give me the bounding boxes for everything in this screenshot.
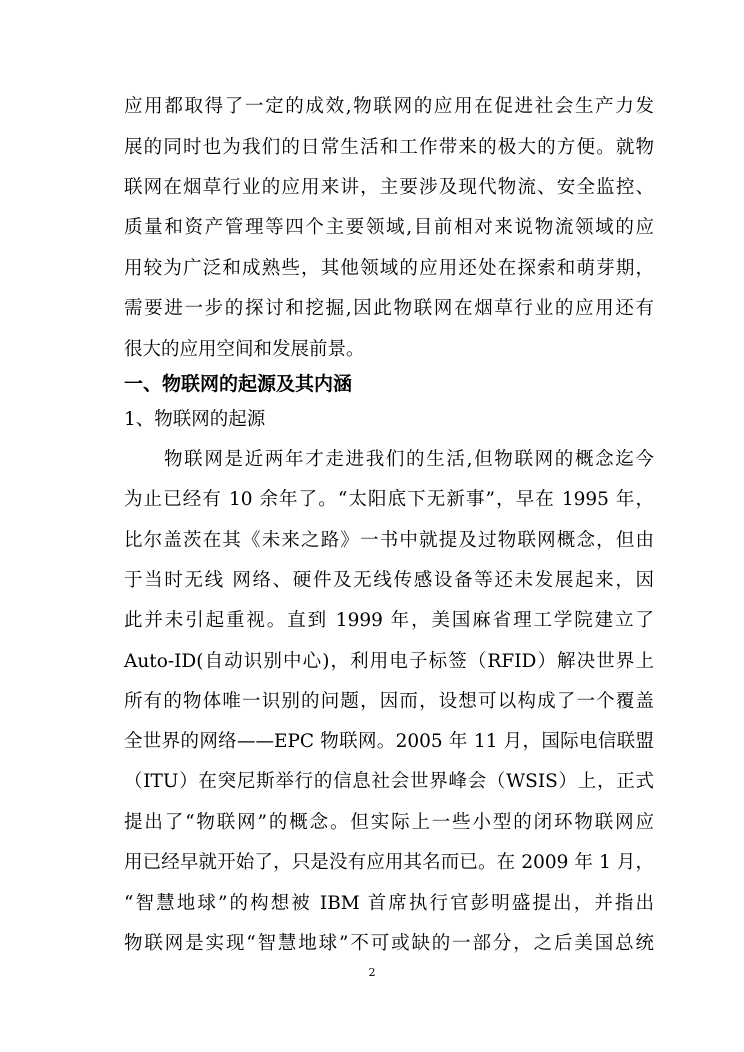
paragraph-line: 全世界的网络——EPC 物联网。2005 年 11 月，国际电信联盟	[124, 731, 654, 752]
paragraph-line: 需要进一步的探讨和挖掘,因此物联网在烟草行业的应用还有	[124, 298, 654, 319]
paragraph-line: 应用都取得了一定的成效,物联网的应用在促进社会生产力发	[124, 96, 654, 117]
paragraph-line: （ITU）在突尼斯举行的信息社会世界峰会（WSIS）上，正式	[124, 771, 654, 792]
paragraph-line: 用已经早就开始了，只是没有应用其名而已。在 2009 年 1 月，	[124, 852, 654, 873]
paragraph-line: 于当时无线 网络、硬件及无线传感设备等还未发展起来，因	[124, 570, 654, 591]
paragraph-line: 物联网是近两年才走进我们的生活,但物联网的概念迄今	[164, 449, 654, 470]
paragraph-line: Auto-ID(自动识别中心)，利用电子标签（RFID）解决世界上	[124, 651, 654, 672]
paragraph-line: 比尔盖茨在其《未来之路》一书中就提及过物联网概念，但由	[124, 530, 654, 551]
paragraph-line: “智慧地球”的构想被 IBM 首席执行官彭明盛提出，并指出	[124, 893, 654, 914]
paragraph-line: 所有的物体唯一识别的问题，因而，设想可以构成了一个覆盖	[124, 691, 654, 712]
paragraph-line: 此并未引起重视。直到 1999 年，美国麻省理工学院建立了	[124, 610, 654, 631]
subsection-heading: 1、物联网的起源	[124, 409, 266, 430]
section-heading: 一、物联网的起源及其内涵	[124, 373, 353, 395]
page-number: 2	[368, 966, 376, 979]
paragraph-line: 很大的应用空间和发展前景。	[124, 339, 365, 360]
paragraph-line: 质量和资产管理等四个主要领域,目前相对来说物流领域的应	[124, 217, 654, 238]
paragraph-line: 提出了“物联网”的概念。但实际上一些小型的闭环物联网应	[124, 812, 654, 833]
paragraph-line: 联网在烟草行业的应用来讲，主要涉及现代物流、安全监控、	[124, 177, 654, 198]
paragraph-line: 物联网是实现“智慧地球”不可或缺的一部分，之后美国总统	[124, 933, 654, 954]
paragraph-line: 为止已经有 10 余年了。“太阳底下无新事”，早在 1995 年，	[124, 489, 654, 510]
paragraph-line: 展的同时也为我们的日常生活和工作带来的极大的方便。就物	[124, 137, 654, 158]
paragraph-line: 用较为广泛和成熟些，其他领域的应用还处在探索和萌芽期，	[124, 258, 654, 279]
